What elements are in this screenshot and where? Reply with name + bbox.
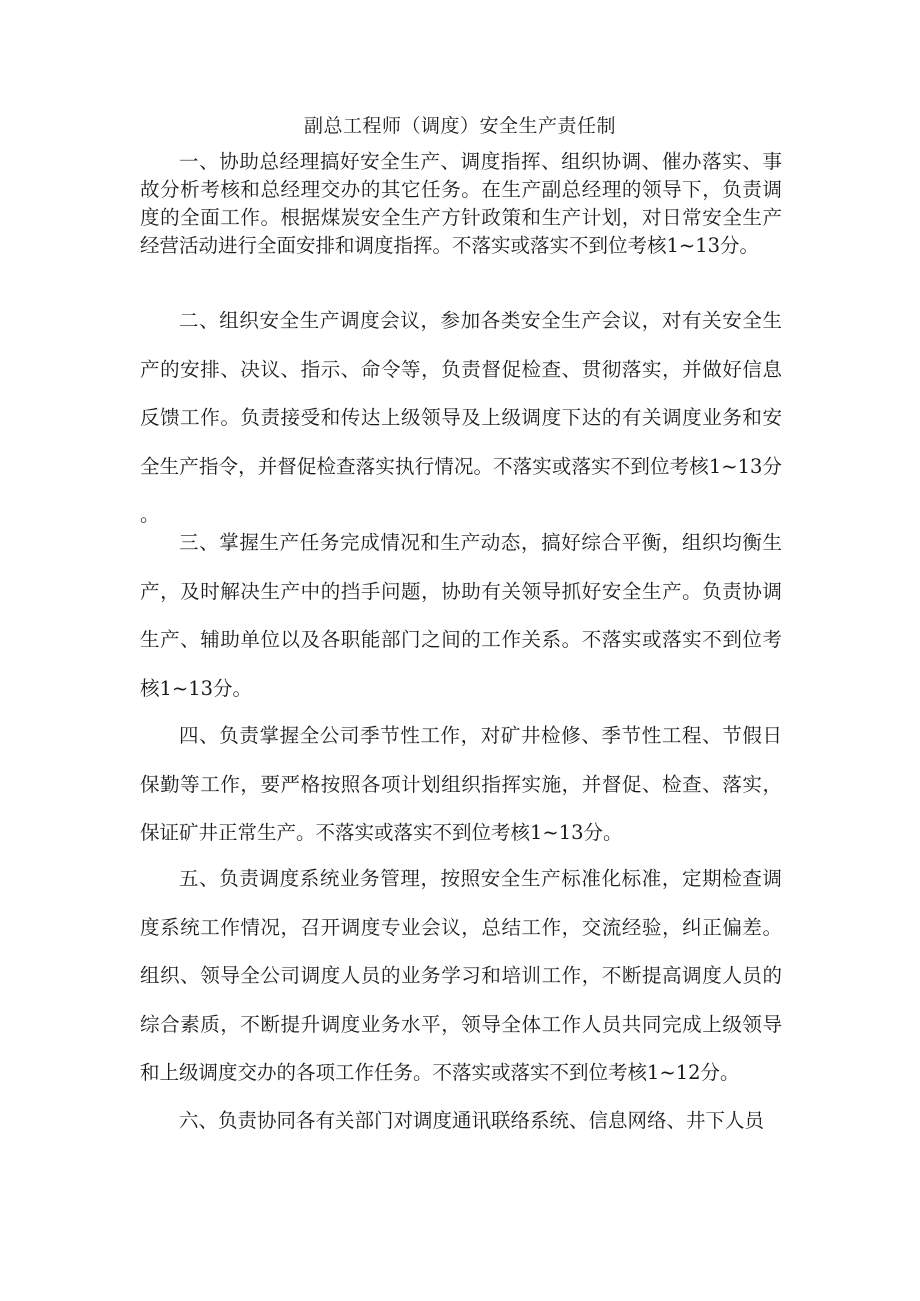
paragraph-5: 五、负责调度系统业务管理，按照安全生产标准化标准，定期检查调度系统工作情况，召开调度专业会议，总结工作，交流经验，纠正偏差。组织、领导全公司调度人员的业务学习和培训工作，不断提高调度人员的综合素质，不断提升调度业务水平，领导全体工作人员共同完成上级领导和上级调度交办的各项工作任务。不落实或落实不到位考核1~12分。: [140, 867, 782, 1084]
paragraph-6: 六、负责协同各有关部门对调度通讯联络系统、信息网络、井下人员: [179, 1109, 765, 1132]
paragraph-4: 四、负责掌握全公司季节性工作，对矿井检修、季节性工程、节假日保勤等工作，要严格按照各项计划组织指挥实施，并督促、检查、落实，保证矿井正常生产。不落实或落实不到位考核1~13分。: [140, 724, 782, 844]
paragraph-2: 二、组织安全生产调度会议，参加各类安全生产会议，对有关安全生产的安排、决议、指示、命令等，负责督促检查、贯彻落实，并做好信息反馈工作。负责接受和传达上级领导及上级调度下达的有关调度业务和安全生产指令，并督促检查落实执行情况。不落实或落实不到位考核1~13分。: [140, 309, 782, 526]
paragraph-3: 三、掌握生产任务完成情况和生产动态，搞好综合平衡，组织均衡生产，及时解决生产中的挡手问题，协助有关领导抓好安全生产。负责协调生产、辅助单位以及各职能部门之间的工作关系。不落实或落实不到位考核1~13分。: [140, 531, 782, 700]
paragraph-1: 一、协助总经理搞好安全生产、调度指挥、组织协调、催办落实、事故分析考核和总经理交办的其它任务。在生产副总经理的领导下，负责调度的全面工作。根据煤炭安全生产方针政策和生产计划，对日常安全生产经营活动进行全面安排和调度指挥。不落实或落实不到位考核1~13分。: [140, 150, 782, 257]
document-title: 副总工程师（调度）安全生产责任制: [303, 115, 616, 137]
